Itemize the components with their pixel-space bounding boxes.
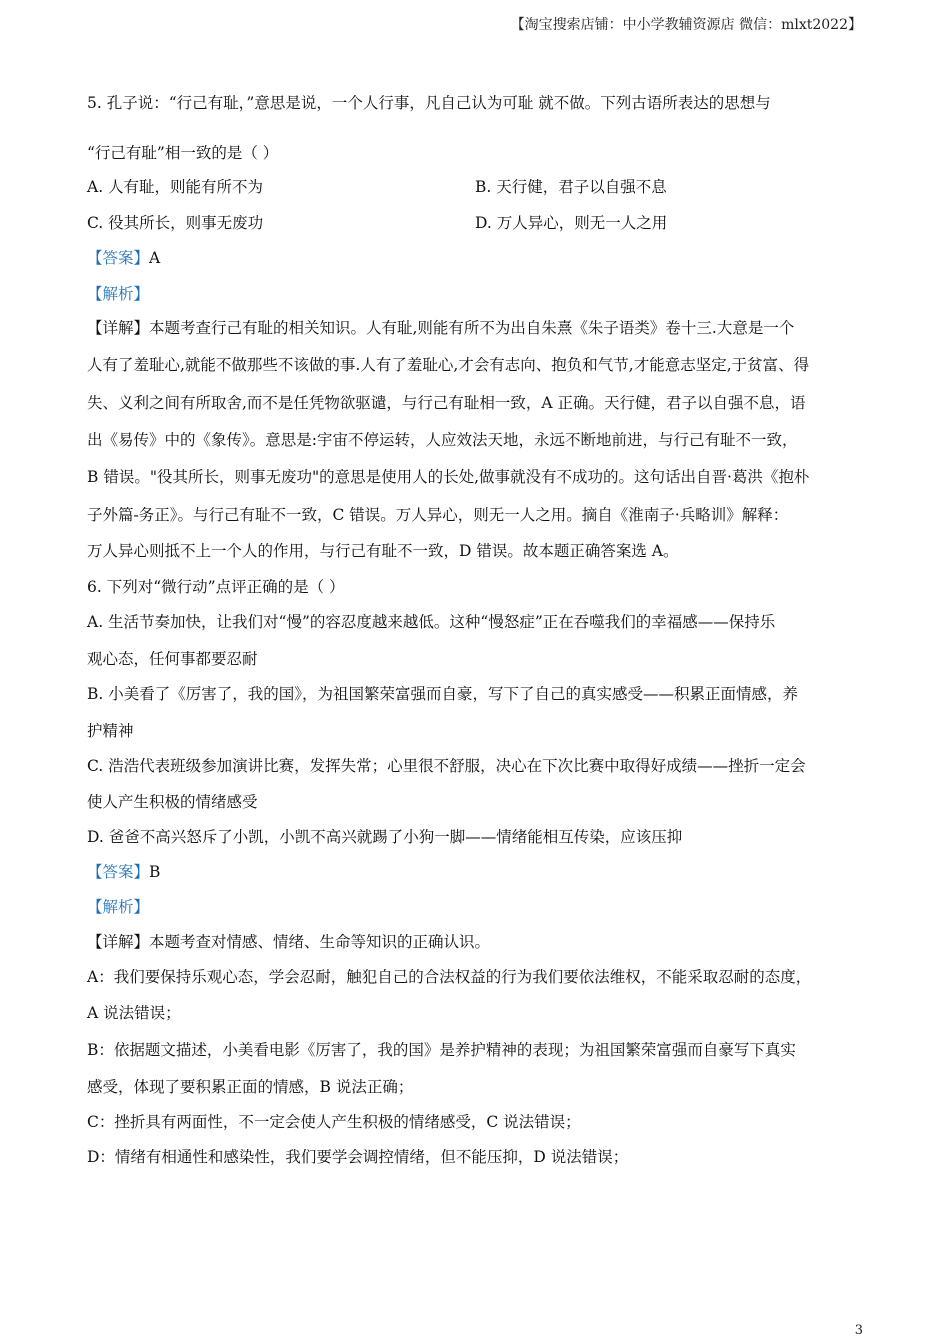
- q5-stem-line-1: 5. 孔子说：“行己有耻，”意思是说，一个人行事，凡自己认为可耻 就不做。下列古语所表达的思想与: [87, 94, 771, 112]
- q5-analysis-tag: 【解析】: [87, 285, 150, 303]
- q5-answer-tag: 【答案】: [87, 249, 150, 267]
- q6-option-line: B. 小美看了《厉害了，我的国》，为祖国繁荣富强而自豪，写下了自己的真实感受——积累正面情感，养: [87, 685, 798, 703]
- q6-stem: 6. 下列对“微行动”点评正确的是（ ）: [87, 578, 345, 596]
- q5-option-d: D. 万人异心，则无一人之用: [475, 214, 668, 232]
- q5-answer-value: A: [149, 249, 161, 267]
- q6-option-line: D. 爸爸不高兴怒斥了小凯，小凯不高兴就踢了小狗一脚——情绪能相互传染，应该压抑: [87, 828, 683, 846]
- q6-detail-line: A 说法错误；: [87, 1004, 181, 1022]
- q5-answer: [87, 247, 160, 269]
- q5-detail-line: 人有了羞耻心,就能不做那些不该做的事.人有了羞耻心,才会有志向、抱负和气节,才能意志坚定,于贫富、得: [87, 356, 810, 374]
- page-header-text: 【淘宝搜索店铺：中小学教辅资源店 微信：mlxt2022】: [510, 17, 862, 33]
- q6-detail-line: A：我们要保持乐观心态，学会忍耐，触犯自己的合法权益的行为我们要依法维权，不能采取忍耐的态度，: [87, 968, 812, 986]
- page-number: 3: [854, 1323, 863, 1338]
- q6-option-line: 护精神: [87, 722, 134, 740]
- q5-detail-line: 万人异心则抵不上一个人的作用，与行己有耻不一致，D 错误。故本题正确答案选 A。: [87, 542, 679, 560]
- q6-detail-line: 【详解】本题考查对情感、情绪、生命等知识的正确认识。: [87, 933, 491, 951]
- q6-answer: [87, 861, 160, 883]
- q5-stem-line-2: “行己有耻”相一致的是（ ）: [87, 144, 279, 162]
- q6-detail-line: B：依据题文描述，小美看电影《厉害了，我的国》是养护精神的表现；为祖国繁荣富强而自豪写下真实: [87, 1041, 796, 1059]
- q6-answer-value: B: [149, 863, 161, 881]
- q5-detail-line: 子外篇-务正》。与行己有耻不一致，C 错误。万人异心，则无一人之用。摘自《淮南子·兵略训》解释：: [87, 506, 789, 524]
- q5-option-a: A. 人有耻，则能有所不为: [87, 178, 264, 196]
- q6-option-line: C. 浩浩代表班级参加演讲比赛，发挥失常；心里很不舒服，决心在下次比赛中取得好成绩——挫折一定会: [87, 757, 806, 775]
- q5-detail-line: 出《易传》中的《象传》。意思是:宇宙不停运转，人应效法天地，永远不断地前进，与行己有耻不一致，: [87, 431, 798, 449]
- q5-detail-line: B 错误。"役其所长，则事无废功"的意思是使用人的长处,做事就没有不成功的。这句话出自晋·葛洪《抱朴: [87, 468, 810, 486]
- q6-option-line: A. 生活节奏加快，让我们对“慢”的容忍度越来越低。这种“慢怒症”正在吞噬我们的幸福感——保持乐: [87, 613, 776, 631]
- q5-option-c: C. 役其所长，则事无废功: [87, 214, 264, 232]
- q6-analysis-tag: 【解析】: [87, 898, 150, 916]
- q5-option-b: B. 天行健，君子以自强不息: [475, 178, 667, 196]
- q6-detail-line: D：情绪有相通性和感染性，我们要学会调控情绪，但不能压抑，D 说法错误；: [87, 1148, 629, 1166]
- q6-detail-line: 感受，体现了要积累正面的情感，B 说法正确；: [87, 1078, 414, 1096]
- q6-answer-tag: 【答案】: [87, 863, 150, 881]
- q5-detail-line: 失、义利之间有所取舍,而不是任凭物欲驱谴，与行己有耻相一致，A 正确。天行健，君子以自强不息，语: [87, 394, 806, 412]
- q6-detail-line: C：挫折具有两面性，不一定会使人产生积极的情绪感受，C 说法错误；: [87, 1113, 581, 1131]
- q5-detail-line: 【详解】本题考查行己有耻的相关知识。人有耻,则能有所不为出自朱熹《朱子语类》卷十三.大意是一个: [87, 319, 795, 337]
- q6-option-line: 观心态，任何事都要忍耐: [87, 650, 258, 668]
- q6-option-line: 使人产生积极的情绪感受: [87, 793, 258, 811]
